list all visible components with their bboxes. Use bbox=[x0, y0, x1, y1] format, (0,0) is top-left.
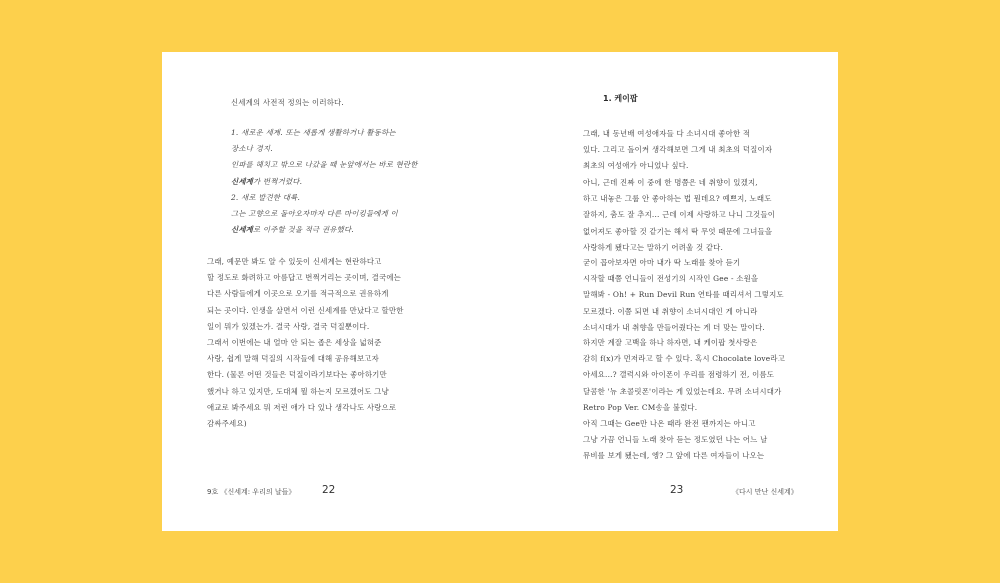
paragraph-3: 굳이 꼽아보자면 아마 내가 딱 노래를 찾아 듣기 시작할 때쯤 언니들이 전성기의 시작인 Gee - 소원을 말해봐 - Oh! + Run Devil Run 연타를 때리셔서 그렇지도 모르겠다. 이쯤 되면 내 취향이 소녀시대인 게 아니라 소녀시대가 내 취향을 만들어줬다는 게 더 맞는 말이다. bbox=[583, 258, 784, 332]
paragraph-5: 아직 그때는 Gee만 나온 때라 완전 팬까지는 아니고 그냥 가끔 언니들 노래 찾아 듣는 정도였던 나는 어느 날 뮤비를 보게 됐는데, 엥? 그 앞에 다른 여자들이 나오는 bbox=[583, 419, 768, 461]
footer-chapter-title: 《다시 만난 신세계》 bbox=[732, 488, 798, 496]
emphasis-word: 신세계 bbox=[231, 225, 254, 235]
paragraph-1: 그래, 내 동년배 여성애자들 다 소녀시대 좋아한 적 있다. 그리고 돌이켜 생각해보면 그게 내 최초의 덕질이자 최초의 여성애가 아니었나 싶다. bbox=[583, 129, 773, 171]
paragraph-2: 그래서 이번에는 내 얼마 안 되는 좁은 세상을 넓혀준 사랑, 쉽게 말해 덕질의 시작들에 대해 공유해보고자 한다. (물론 어떤 것들은 덕질이라기보다는 좋아하기만 했거나 하고 있지만, 도대체 뭘 하는지 모르겠어도 그냥 애교로 봐주세요 뭐 저런 애가 다 있나 생각나도 사랑으로 감싸주세요) bbox=[207, 338, 397, 429]
paragraph-4: 하지만 계잘 고백을 하나 하자면, 내 케이팝 첫사랑은 감히 f(x)가 먼저라고 할 수 있다. 혹시 Chocolate love라고 아세요...? 갤럭시와 아이폰이 우리를 점령하기 전, 이름도 달콤한 '뉴 초콜릿폰'이라는 게 있었는데요. 무려 소녀시대가 Retro Pop Ver. CM송을 불렀다. bbox=[583, 338, 786, 412]
paragraph-2: 아니, 근데 진짜 이 중에 한 명쯤은 네 취향이 있겠지, 하고 내놓은 그룹 안 좋아하는 법 뭔데요? 예쁘지, 노래도 잘하지, 춤도 잘 추지... 근데 이제 사랑하고 나니 그것들이 없어져도 좋아할 것 같기는 해서 딱 무엇 때문에 그녀들을 사랑하게 됐다고는 말하기 어려울 것 같다. bbox=[583, 178, 776, 252]
paragraph-1: 그래, 예문만 봐도 알 수 있듯이 신세계는 현란하다고 할 정도로 화려하고 아름답고 번쩍거리는 곳이며, 결국에는 다른 사람들에게 이곳으로 오기를 적극적으로 권유하게 되는 곳이다. 인생을 살면서 이런 신세계를 만났다고 할만한 일이 뭐가 있겠는가. 결국 사랑, 결국 덕질뿐이다. bbox=[207, 257, 404, 331]
right-page bbox=[500, 52, 838, 531]
definition-line: 1. 새로운 세계. 또는 새롭게 생활하거나 활동하는 bbox=[231, 128, 396, 137]
section-heading: 1. 케이팝 bbox=[603, 94, 638, 103]
definition-line: 그는 고향으로 돌아오자마자 다른 마이킹들에게 이 bbox=[231, 209, 398, 219]
page-number-left: 22 bbox=[322, 484, 336, 496]
definition-line: 장소나 경지. bbox=[231, 144, 273, 154]
definition-line: 2. 새로 발견한 대륙. bbox=[231, 192, 301, 202]
page-number-right: 23 bbox=[670, 484, 684, 496]
definition-line: 신세계로 이주할 것을 적극 권유했다. bbox=[231, 225, 354, 235]
definition-line: 인파를 헤치고 밖으로 나갔을 때 눈앞에서는 바로 현란한 bbox=[231, 160, 418, 170]
left-page bbox=[162, 52, 500, 531]
open-book bbox=[162, 52, 838, 531]
footer-issue-title: 9호 《신세계: 우리의 날들》 bbox=[207, 488, 296, 496]
definition-line: 신세계가 번쩍거렸다. bbox=[231, 176, 303, 186]
emphasis-word: 신세계 bbox=[231, 176, 254, 186]
dictionary-definition bbox=[231, 125, 418, 238]
intro-text: 신세계의 사전적 정의는 이러하다. bbox=[231, 98, 344, 107]
